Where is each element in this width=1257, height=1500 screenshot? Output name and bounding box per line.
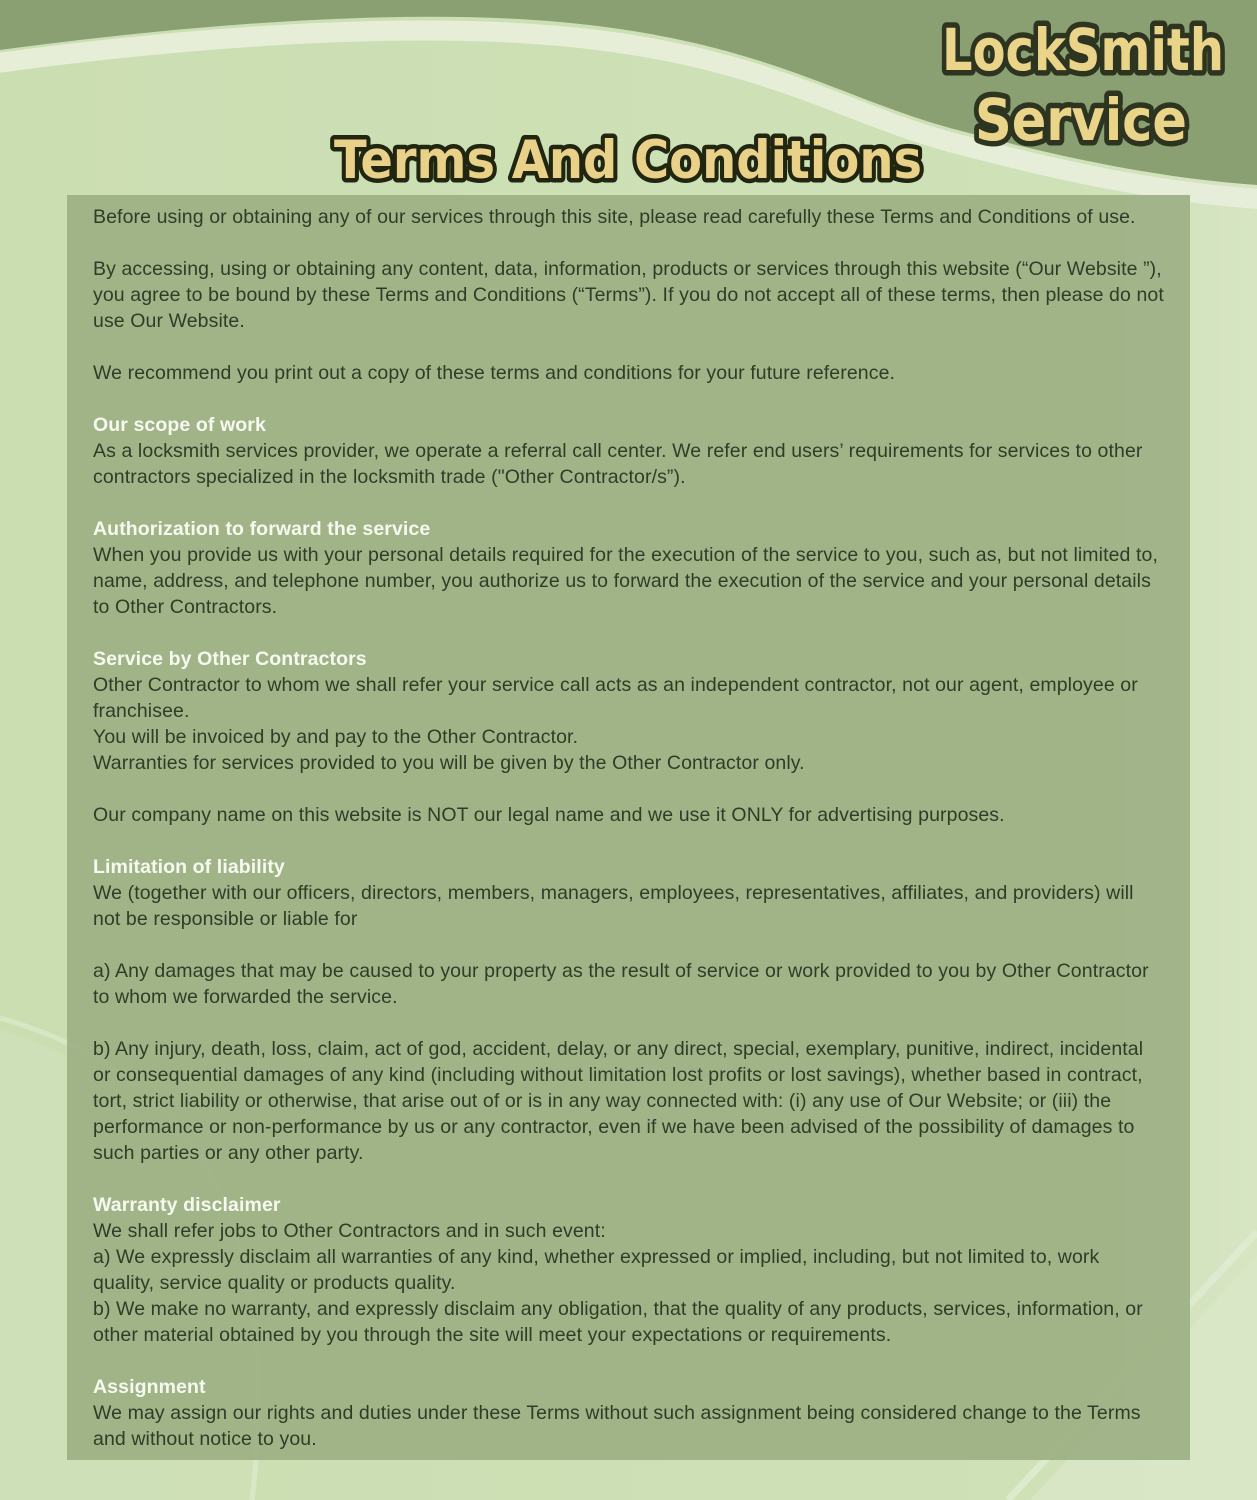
- paragraph-gap: [93, 386, 1166, 412]
- paragraph: Other Contractor to whom we shall refer your service call acts as an independent contractor, not our agent, employee or franchisee.: [93, 674, 1138, 722]
- terms-content: [93, 204, 1166, 1452]
- paragraph-gap: [93, 620, 1166, 646]
- section-heading: Authorization to forward the service: [93, 518, 431, 540]
- paragraph-gap: [93, 776, 1166, 802]
- paragraph: a) Any damages that may be caused to your property as the result of service or work provided to you by Other Contractor to whom we forwarded the service.: [93, 960, 1149, 1008]
- paragraph: We (together with our officers, directors, members, managers, employees, representatives, affiliates, and providers) will not be responsible or liable for: [93, 882, 1134, 930]
- paragraph-gap: [93, 490, 1166, 516]
- paragraph: Before using or obtaining any of our services through this site, please read carefully these Terms and Conditions of use.: [93, 206, 1136, 228]
- paragraph-gap: [93, 1010, 1166, 1036]
- terms-panel: [67, 195, 1190, 1460]
- paragraph: You will be invoiced by and pay to the Other Contractor.: [93, 726, 579, 748]
- paragraph: b) We make no warranty, and expressly disclaim any obligation, that the quality of any products, services, information, or other material obtained by you through the site will meet your expectations or requirements.: [93, 1298, 1143, 1346]
- section-heading: Service by Other Contractors: [93, 648, 367, 670]
- paragraph-gap: [93, 334, 1166, 360]
- paragraph: We recommend you print out a copy of these terms and conditions for your future reference.: [93, 362, 896, 384]
- section-heading: Our scope of work: [93, 414, 266, 436]
- page-title-graphic: [0, 108, 1257, 200]
- section-heading: Warranty disclaimer: [93, 1194, 281, 1216]
- logo-line1: LockSmith: [942, 16, 1224, 84]
- paragraph: We shall refer jobs to Other Contractors and in such event:: [93, 1220, 606, 1242]
- paragraph: Warranties for services provided to you will be given by the Other Contractor only.: [93, 752, 805, 774]
- paragraph-gap: [93, 1348, 1166, 1374]
- page-title: Terms And Conditions: [334, 130, 922, 191]
- section-heading: Limitation of liability: [93, 856, 285, 878]
- paragraph-gap: [93, 230, 1166, 256]
- paragraph-gap: [93, 828, 1166, 854]
- paragraph: As a locksmith services provider, we operate a referral call center. We refer end users’ requirements for services to other contractors specialized in the locksmith trade ("Other Contractor/s”).: [93, 440, 1143, 488]
- paragraph-gap: [93, 932, 1166, 958]
- logo-line2: Service: [975, 86, 1187, 154]
- paragraph-gap: [93, 1166, 1166, 1192]
- paragraph: a) We expressly disclaim all warranties of any kind, whether expressed or implied, including, but not limited to, work quality, service quality or products quality.: [93, 1246, 1100, 1294]
- paragraph: b) Any injury, death, loss, claim, act of god, accident, delay, or any direct, special, exemplary, punitive, indirect, incidental or consequential damages of any kind (including without limitation lost profits or lost savings), whether based in contract, tort, strict liability or otherwise, that arise out of or is in any way connected with: (i) any use of Our Website; or (iii) the performance or non-performance by us or any contractor, even if we have been advised of the possibility of damages to such parties or any other party.: [93, 1038, 1144, 1164]
- paragraph: By accessing, using or obtaining any content, data, information, products or services through this website (“Our Website ”), you agree to be bound by these Terms and Conditions (“Terms”). If you do not accept all of these terms, then please do not use Our Website.: [93, 258, 1164, 332]
- paragraph: We may assign our rights and duties under these Terms without such assignment being considered change to the Terms and without notice to you.: [93, 1402, 1141, 1450]
- paragraph: When you provide us with your personal details required for the execution of the service to you, such as, but not limited to, name, address, and telephone number, you authorize us to forward the execution of the service and your personal details to Other Contractors.: [93, 544, 1158, 618]
- section-heading: Assignment: [93, 1376, 206, 1398]
- paragraph: Our company name on this website is NOT our legal name and we use it ONLY for advertising purposes.: [93, 804, 1005, 826]
